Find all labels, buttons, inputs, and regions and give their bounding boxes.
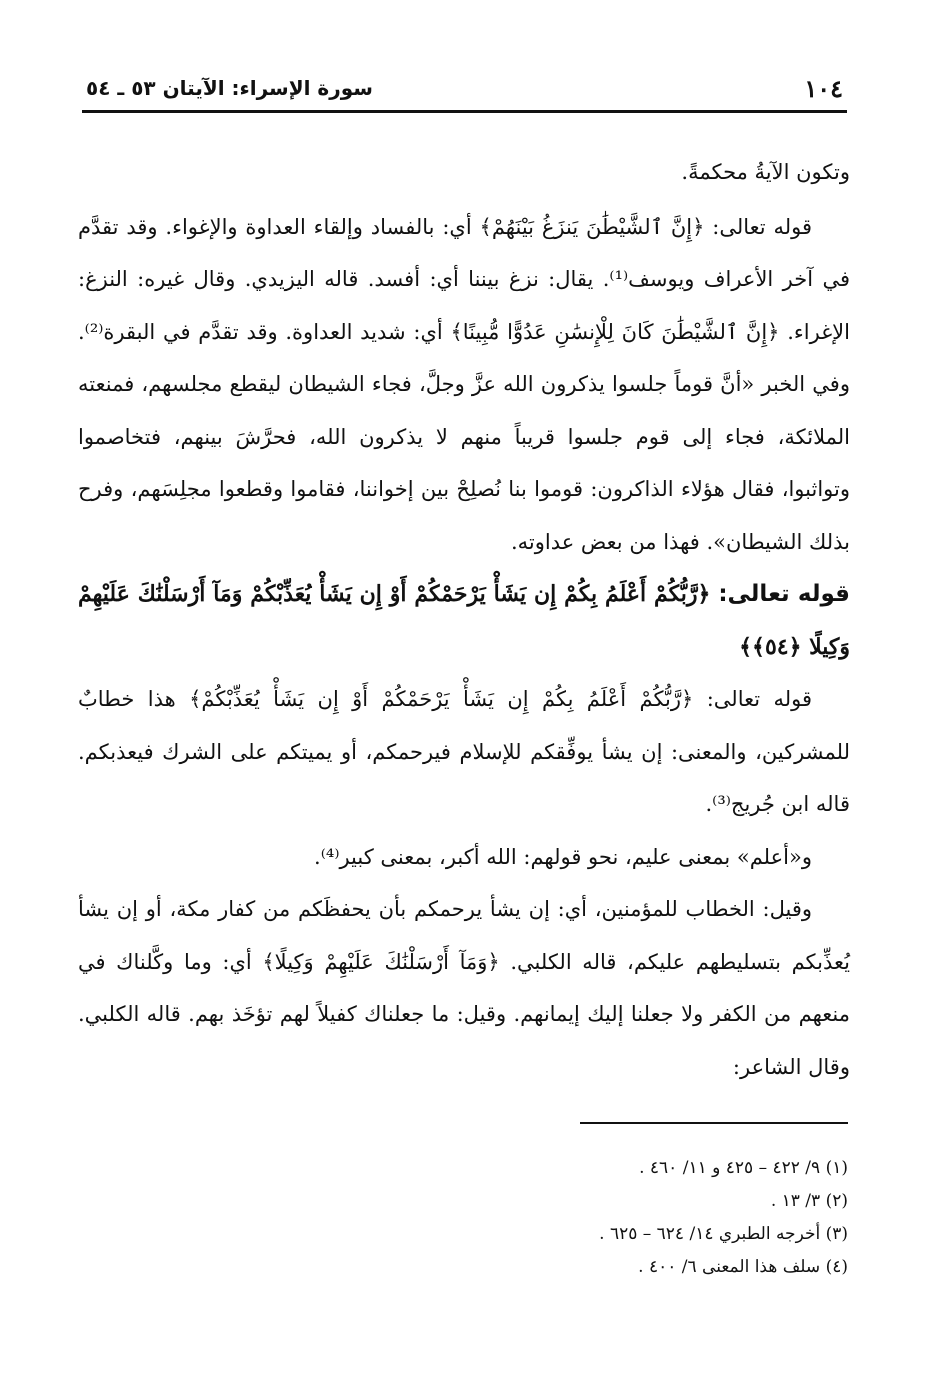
paragraph-3: قوله تعالى: ﴿رَّبُّكُمْ أَعْلَمُ بِكُمْ إِن يَشَأْ يَرْحَمْكُمْ أَوْ إِن يَشَأْ يُعَذِّبْكُمْ﴾ هذا خطابٌ للمشركين، والمعنى: إن يشأ يوفِّقكم للإسلام فيرحمكم، أو يميتكم على الشرك فيعذبكم. قاله ابن جُريج⁽³⁾. (78, 687, 850, 816)
footnote-2: (٢) ٣/ ١٣ . (770, 1191, 848, 1211)
verse-heading-label: قوله تعالى: (718, 581, 850, 607)
paragraph-2: قوله تعالى: ﴿إِنَّ ٱلشَّيْطَٰنَ يَنزَغُ بَيْنَهُمْ﴾ أي: بالفساد وإلقاء العداوة والإغواء. وقد تقدَّم في آخر الأعراف ويوسف⁽¹⁾. يقال: نزغ بيننا أي: أفسد. قاله اليزيدي. وقال غيره: النزغ: الإغراء. ﴿إِنَّ ٱلشَّيْطَٰنَ كَانَ لِلْإِنسَٰنِ عَدُوًّا مُّبِينًا﴾ أي: شديد العداوة. وقد تقدَّم في البقرة⁽²⁾. وفي الخبر «أنَّ قوماً جلسوا يذكرون الله عزَّ وجلَّ، فجاء الشيطان ليقطع مجلسهم، فمنعته الملائكة، فجاء إلى قوم جلسوا قريباً منهم لا يذكرون الله، فحرَّشَ بينهم، فتخاصموا وتواثبوا، فقال هؤلاء الذاكرون: قوموا بنا نُصلِحْ بين إخواننا، فقاموا وقطعوا مجلِسَهم، وفرح بذلك الشيطان». فهذا من بعض عداوته. (78, 214, 850, 554)
paragraph-1: وتكون الآيةُ محكمةً. (681, 160, 850, 184)
page-number: ١٠٤ (804, 74, 843, 103)
verse-heading-text: ﴿رَّبُّكُمْ أَعْلَمُ بِكُمْ إِن يَشَأْ يَرْحَمْكُمْ أَوْ إِن يَشَأْ يُعَذِّبْكُمْ وَمَآ أَرْسَلْنَٰكَ عَلَيْهِمْ وَكِيلًا ﴿٥٤﴾﴾ (78, 581, 850, 660)
main-text (78, 146, 850, 1093)
paragraph-4: و«أعلم» بمعنى عليم، نحو قولهم: الله أكبر، بمعنى كبير⁽⁴⁾. (314, 844, 812, 869)
running-title: سورة الإسراء: الآيتان ٥٣ ـ ٥٤ (86, 76, 373, 100)
footnotes-divider (580, 1122, 848, 1124)
footnote-3: (٣) أخرجه الطبري ١٤/ ٦٢٤ – ٦٢٥ . (599, 1224, 848, 1244)
footnote-1: (١) ٩/ ٤٢٢ – ٤٢٥ و ١١/ ٤٦٠ . (639, 1158, 848, 1178)
footnote-4: (٤) سلف هذا المعنى ٦/ ٤٠٠ . (638, 1257, 848, 1277)
paragraph-5: وقيل: الخطاب للمؤمنين، أي: إن يشأ يرحمكم بأن يحفظَكم من كفار مكة، أو إن يشأ يُعذِّبكم بتسليطهم عليكم، قاله الكلبي. ﴿وَمَآ أَرْسَلْنَٰكَ عَلَيْهِمْ وَكِيلًا﴾ أي: وما وكَّلناك في منعهم من الكفر ولا جعلنا إليك إيمانهم. وقيل: ما جعلناك كفيلاً لهم تؤخَذ بهم. قاله الكلبي. وقال الشاعر: (78, 897, 850, 1079)
page-header (82, 70, 847, 113)
verse-heading (78, 568, 850, 673)
footnotes (78, 1152, 848, 1284)
